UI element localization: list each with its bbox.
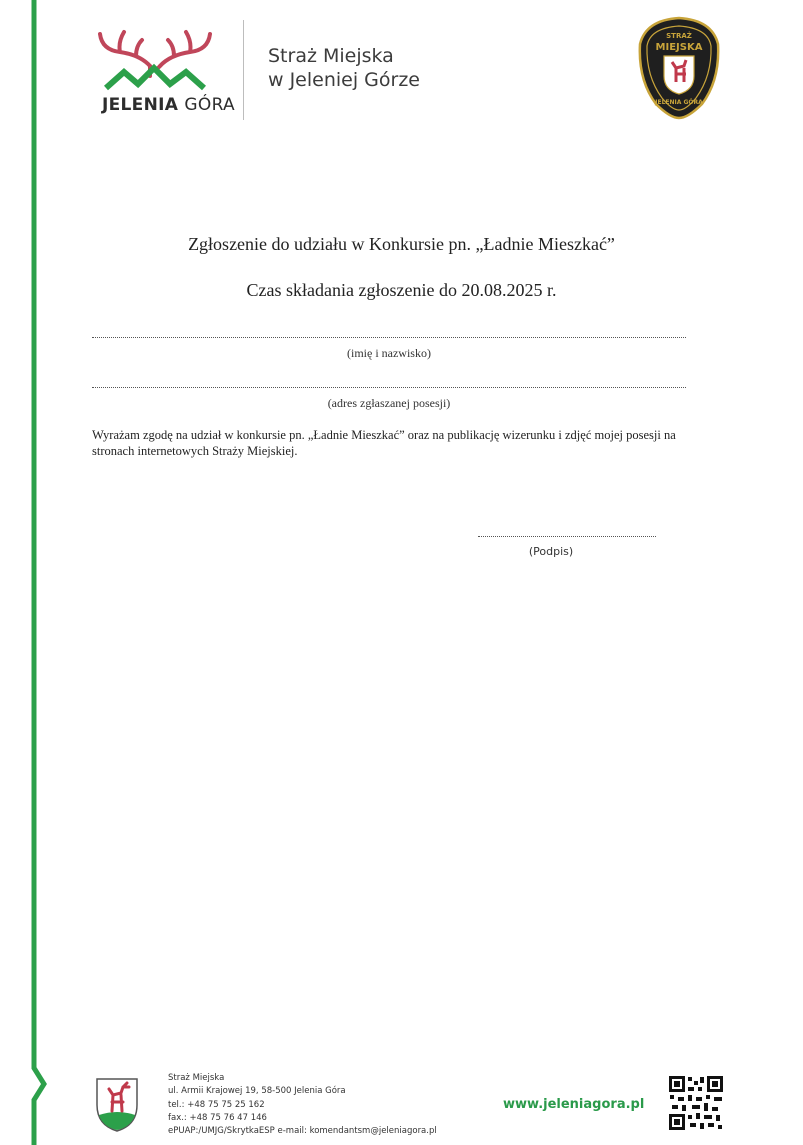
city-logo-wordmark <box>102 95 235 115</box>
address-field-caption: (adres zgłaszanej posesji) <box>327 396 451 410</box>
address-field-line[interactable] <box>92 387 686 388</box>
footer-fax: fax.: +48 75 76 47 146 <box>168 1112 267 1123</box>
badge-text-bottom: JELENIA GÓRA <box>655 99 703 106</box>
qr-code-icon <box>668 1075 724 1131</box>
logo-word-thin: GÓRA <box>184 95 235 115</box>
badge-text-mid: MIEJSKA <box>655 42 703 53</box>
footer-contact <box>168 1072 437 1138</box>
footer-address: ul. Armii Krajowej 19, 58-500 Jelenia Góra <box>168 1086 346 1097</box>
signature-caption: (Podpis) <box>528 545 574 558</box>
signature-line[interactable] <box>478 536 656 537</box>
organization-name <box>268 44 420 92</box>
name-field-line[interactable] <box>92 337 686 338</box>
city-crest-icon <box>93 1075 141 1133</box>
left-green-rule <box>0 0 60 1145</box>
logo-word-bold: JELENIA <box>102 95 179 115</box>
organization-name-line2: w Jeleniej Górze <box>268 69 420 91</box>
municipal-police-badge-icon <box>638 16 720 120</box>
name-field-caption: (imię i nazwisko) <box>347 346 431 360</box>
footer-epuap-email: ePUAP:/UMJG/SkrytkaESP e-mail: komendantsm@jeleniagora.pl <box>168 1126 437 1137</box>
form-title: Zgłoszenie do udziału w Konkursie pn. „Ładnie Mieszkać” <box>188 234 615 254</box>
footer-website-link[interactable]: www.jeleniagora.pl <box>503 1097 645 1112</box>
footer-phone: tel.: +48 75 75 25 162 <box>168 1099 265 1110</box>
consent-statement: Wyrażam zgodę na udział w konkursie pn. „Ładnie Mieszkać” oraz na publikację wizerunku i zdjęć mojej posesji na stronach internetowych Straży Miejskiej. <box>92 428 676 458</box>
footer-org: Straż Miejska <box>168 1073 225 1083</box>
header-divider <box>243 20 244 120</box>
form-deadline: Czas składania zgłoszenie do 20.08.2025 r. <box>246 280 557 300</box>
badge-text-top: STRAŻ <box>666 32 692 40</box>
organization-name-line1: Straż Miejska <box>268 45 394 67</box>
